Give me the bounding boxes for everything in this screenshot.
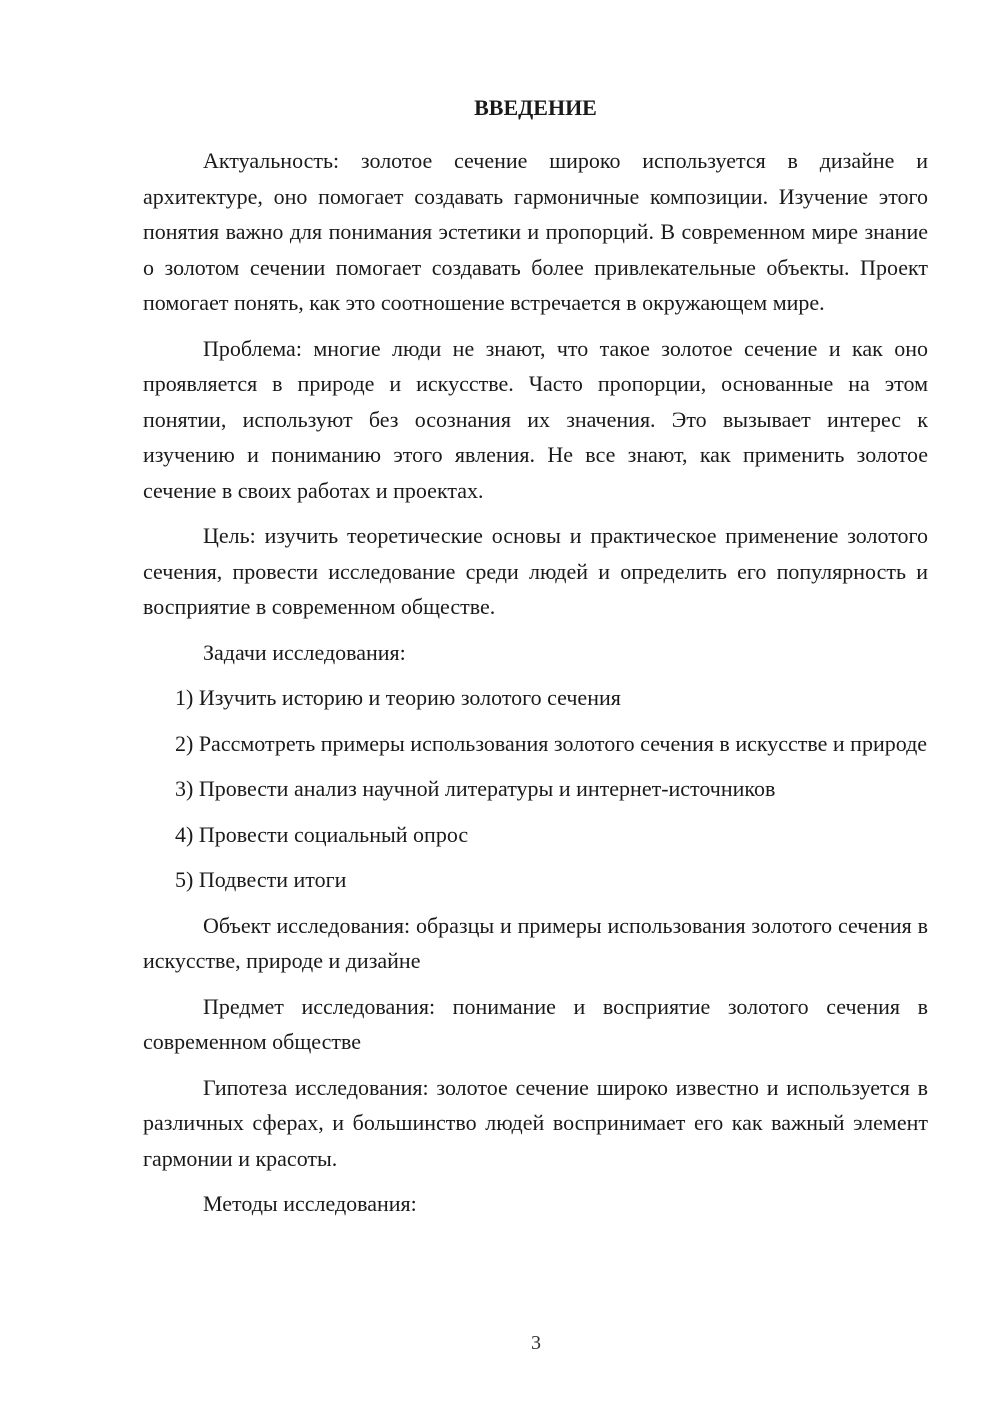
task-item-2: 2) Рассмотреть примеры использования золотого сечения в искусстве и природе [175, 730, 928, 756]
relevance-paragraph: Актуальность: золотое сечение широко используется в дизайне и архитектуре, оно помогает создавать гармоничные композиции. Изучение этого понятия важно для понимания эстетики и пропорций. В современном мире знание о золотом сечении помогает создавать более привлекательные объекты. Проект помогает понять, как это соотношение встречается в окружающем мире. [143, 148, 928, 315]
tasks-heading: Задачи исследования: [203, 639, 406, 665]
subject-paragraph: Предмет исследования: понимание и восприятие золотого сечения в современном обществе [143, 993, 928, 1054]
page-number: 3 [531, 1332, 541, 1354]
problem-paragraph: Проблема: многие люди не знают, что такое золотое сечение и как оно проявляется в природе и искусстве. Часто пропорции, основанные на этом понятии, используют без осознания их значения. Это вызывает интерес к изучению и пониманию этого явления. Не все знают, как применить золотое сечение в своих работах и проектах. [143, 335, 928, 503]
task-item-3: 3) Провести анализ научной литературы и интернет-источников [175, 776, 776, 801]
goal-paragraph: Цель: изучить теоретические основы и практическое применение золотого сечения, провести исследование среди людей и определить его популярность и восприятие в современном обществе. [143, 523, 928, 619]
task-item-5: 5) Подвести итоги [175, 867, 347, 892]
page-title: ВВЕДЕНИЕ [474, 95, 597, 120]
methods-heading: Методы исследования: [203, 1191, 417, 1216]
task-item-1: 1) Изучить историю и теорию золотого сечения [175, 685, 621, 710]
object-paragraph: Объект исследования: образцы и примеры использования золотого сечения в искусстве, природе и дизайне [143, 912, 928, 973]
task-item-4: 4) Провести социальный опрос [175, 821, 469, 847]
page-content [143, 90, 928, 1232]
hypothesis-paragraph: Гипотеза исследования: золотое сечение широко известно и используется в различных сферах, и большинство людей воспринимает его как важный элемент гармонии и красоты. [143, 1074, 928, 1171]
